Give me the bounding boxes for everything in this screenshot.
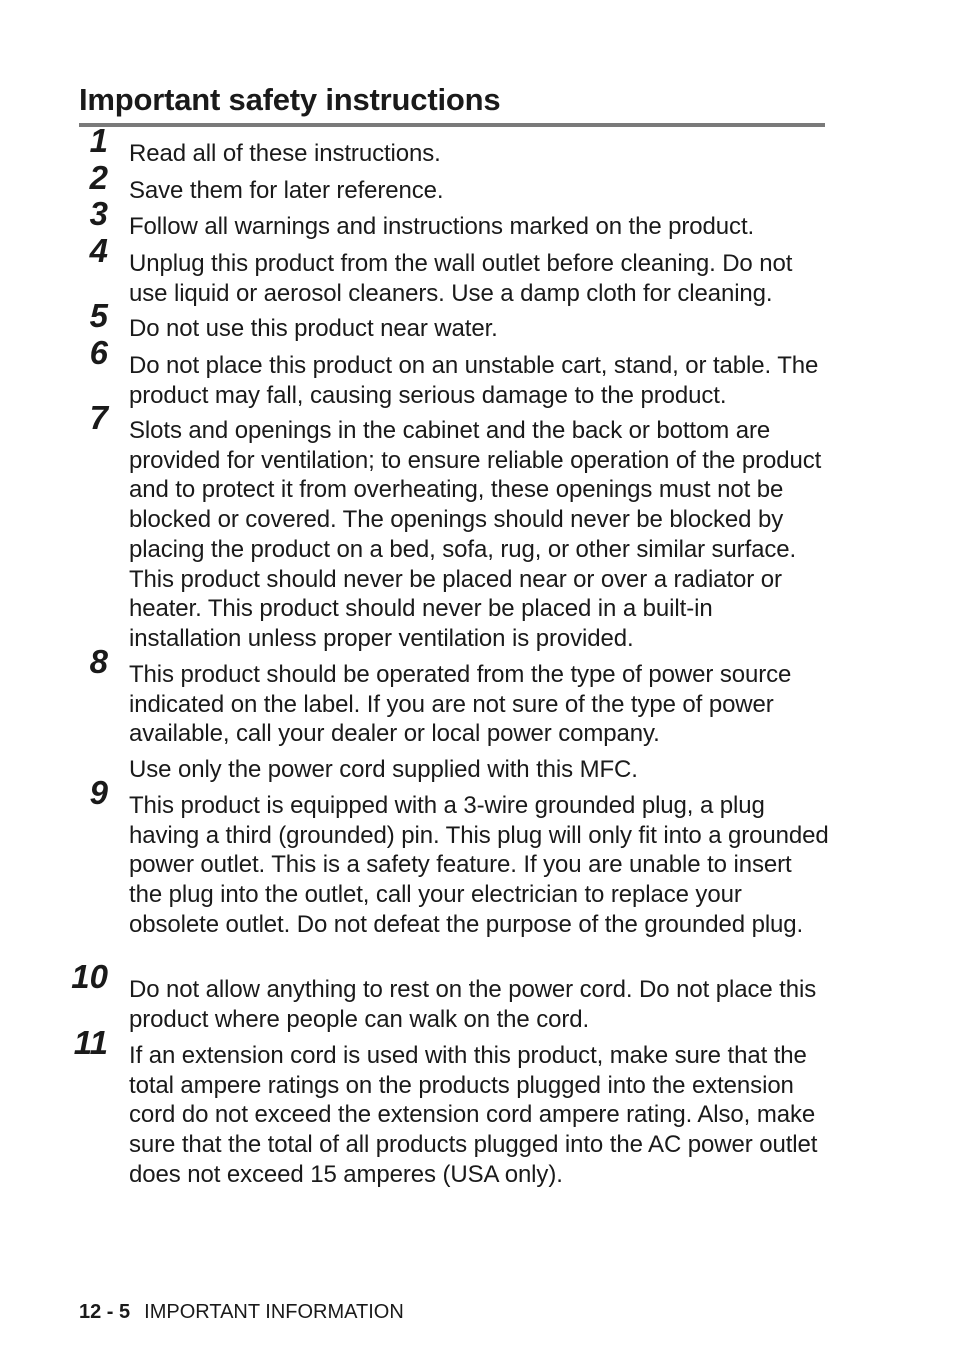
page-footer <box>79 1300 404 1324</box>
step-text: Do not allow anything to rest on the power cord. Do not place this product where people can walk on the cord. <box>129 976 817 1033</box>
step-number: 11 <box>73 1024 108 1061</box>
step-number: 5 <box>89 297 108 334</box>
step-number: 10 <box>71 958 108 995</box>
step-text: If an extension cord is used with this product, make sure that the total ampere ratings on the products plugged into the extension cord do not exceed the extension cord ampere rating. Also, make sure that the total of all products plugged into the AC power outlet does not exceed 15 amperes (USA only). <box>129 1042 818 1188</box>
step-number: 1 <box>89 122 108 159</box>
step-text: Do not place this product on an unstable cart, stand, or table. The product may fall, causing serious damage to the product. <box>129 352 819 409</box>
step-number: 8 <box>89 643 108 680</box>
footer-section-title: IMPORTANT INFORMATION <box>144 1301 404 1323</box>
step-text: Slots and openings in the cabinet and the back or bottom are provided for ventilation; to ensure reliable operation of the product and to protect it from overheating, these openings must not be blocked or covered. The openings should never be blocked by placing the product on a bed, sofa, rug, or other similar surface. This product should never be placed near or over a radiator or heater. This product should never be placed in a built-in installation unless proper ventilation is provided. <box>129 417 822 652</box>
step-number: 9 <box>89 774 108 811</box>
step-text: This product should be operated from the type of power source indicated on the label. If you are not sure of the type of power available, call your dealer or local power company. <box>129 661 792 748</box>
footer-page-number: 12 - 5 <box>79 1301 131 1323</box>
step-text: Save them for later reference. <box>129 177 444 204</box>
step-number: 6 <box>89 334 108 371</box>
step-text: Unplug this product from the wall outlet before cleaning. Do not use liquid or aerosol cleaners. Use a damp cloth for cleaning. <box>129 250 793 307</box>
step-text: Read all of these instructions. <box>129 140 441 167</box>
step-number: 4 <box>89 232 108 269</box>
step-number: 3 <box>89 195 108 232</box>
page-title: Important safety instructions <box>79 82 501 117</box>
step-text: Follow all warnings and instructions marked on the product. <box>129 213 755 240</box>
step-note: Use only the power cord supplied with this MFC. <box>129 756 638 783</box>
step-text: Do not use this product near water. <box>129 315 498 342</box>
step-number: 7 <box>89 399 108 436</box>
step-number: 2 <box>89 159 108 196</box>
step-text: This product is equipped with a 3-wire grounded plug, a plug having a third (grounded) pin. This plug will only fit into a grounded power outlet. This is a safety feature. If you are unable to insert the plug into the outlet, call your electrician to replace your obsolete outlet. Do not defeat the purpose of the grounded plug. <box>129 792 829 938</box>
